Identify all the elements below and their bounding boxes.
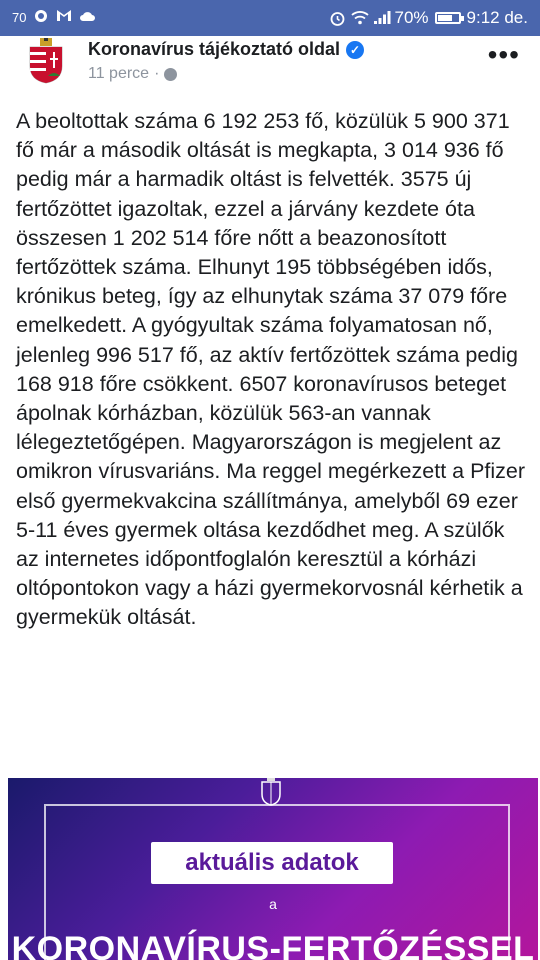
status-left: [12, 9, 95, 25]
banner-crest-icon: [260, 778, 282, 806]
signal-icon: [373, 10, 389, 26]
verified-badge-icon: ✓: [346, 41, 364, 59]
banner-small-text: a: [269, 896, 277, 912]
alarm-icon: [329, 10, 345, 26]
banner-headline: KORONAVÍRUS-FERTŐZÉSSEL: [11, 930, 535, 960]
more-options-button[interactable]: •••: [487, 39, 520, 70]
battery-icon: [435, 12, 461, 24]
wifi-icon: [351, 10, 367, 26]
post-body-text: A beoltottak száma 6 192 253 fő, közülük 5 900 371 fő már a második oltását is megkapta, 3 014 936 fő pedig már a harmadik oltást is felvették. 3575 új fertőzöttet igazoltak, ezzel a járvány kezdete óta összesen 1 202 514 főre nőtt a beazonosított fertőzöttek száma. Elhunyt 195 többségében idős, krónikus beteg, így az elhunytak száma 37 079 főre emelkedett. A gyógyultak száma folyamatosan nő, jelenleg 996 517 fő, az aktív fertőzöttek száma pedig 168 918 főre csökkent. 6507 koronavírusos beteget ápolnak kórházban, közülük 563-an vannak lélegeztetőgépen. Magyarországon is megjelent az omikron vírusvariáns. Ma reggel megérkezett a Pfizer első gyermekvakcina szállítmánya, amelyből 69 ezer 5-11 éves gyermek oltása kezdődhet meg. A szülők az internetes időpontfoglalón keresztül a kórházi oltópontokon vagy a házi gyermekorvosnál kérhetik a gyermekük oltását.: [16, 109, 526, 630]
post-header: [0, 36, 540, 96]
battery-percent: 70%: [394, 8, 429, 27]
clock: 9:12 de.: [466, 8, 528, 27]
post-meta: [88, 65, 177, 83]
gmail-icon: [56, 9, 72, 25]
post-timestamp[interactable]: 11 perce: [88, 65, 150, 82]
status-left-text: 70: [12, 9, 27, 25]
globe-icon: [164, 68, 177, 81]
banner-pill-label: aktuális adatok: [151, 842, 393, 884]
post-image-banner[interactable]: [8, 778, 538, 960]
cloud-icon: [79, 9, 95, 25]
page-name-row: [88, 39, 364, 60]
status-bar: [0, 0, 540, 36]
meta-separator: ·: [154, 65, 160, 82]
status-right: [329, 8, 528, 28]
circle-logo-icon: [33, 9, 49, 25]
page-name[interactable]: Koronavírus tájékoztató oldal: [88, 39, 341, 59]
page-avatar[interactable]: [25, 38, 67, 84]
battery-fill: [438, 15, 452, 21]
hungarian-coat-of-arms-icon: [25, 38, 67, 84]
